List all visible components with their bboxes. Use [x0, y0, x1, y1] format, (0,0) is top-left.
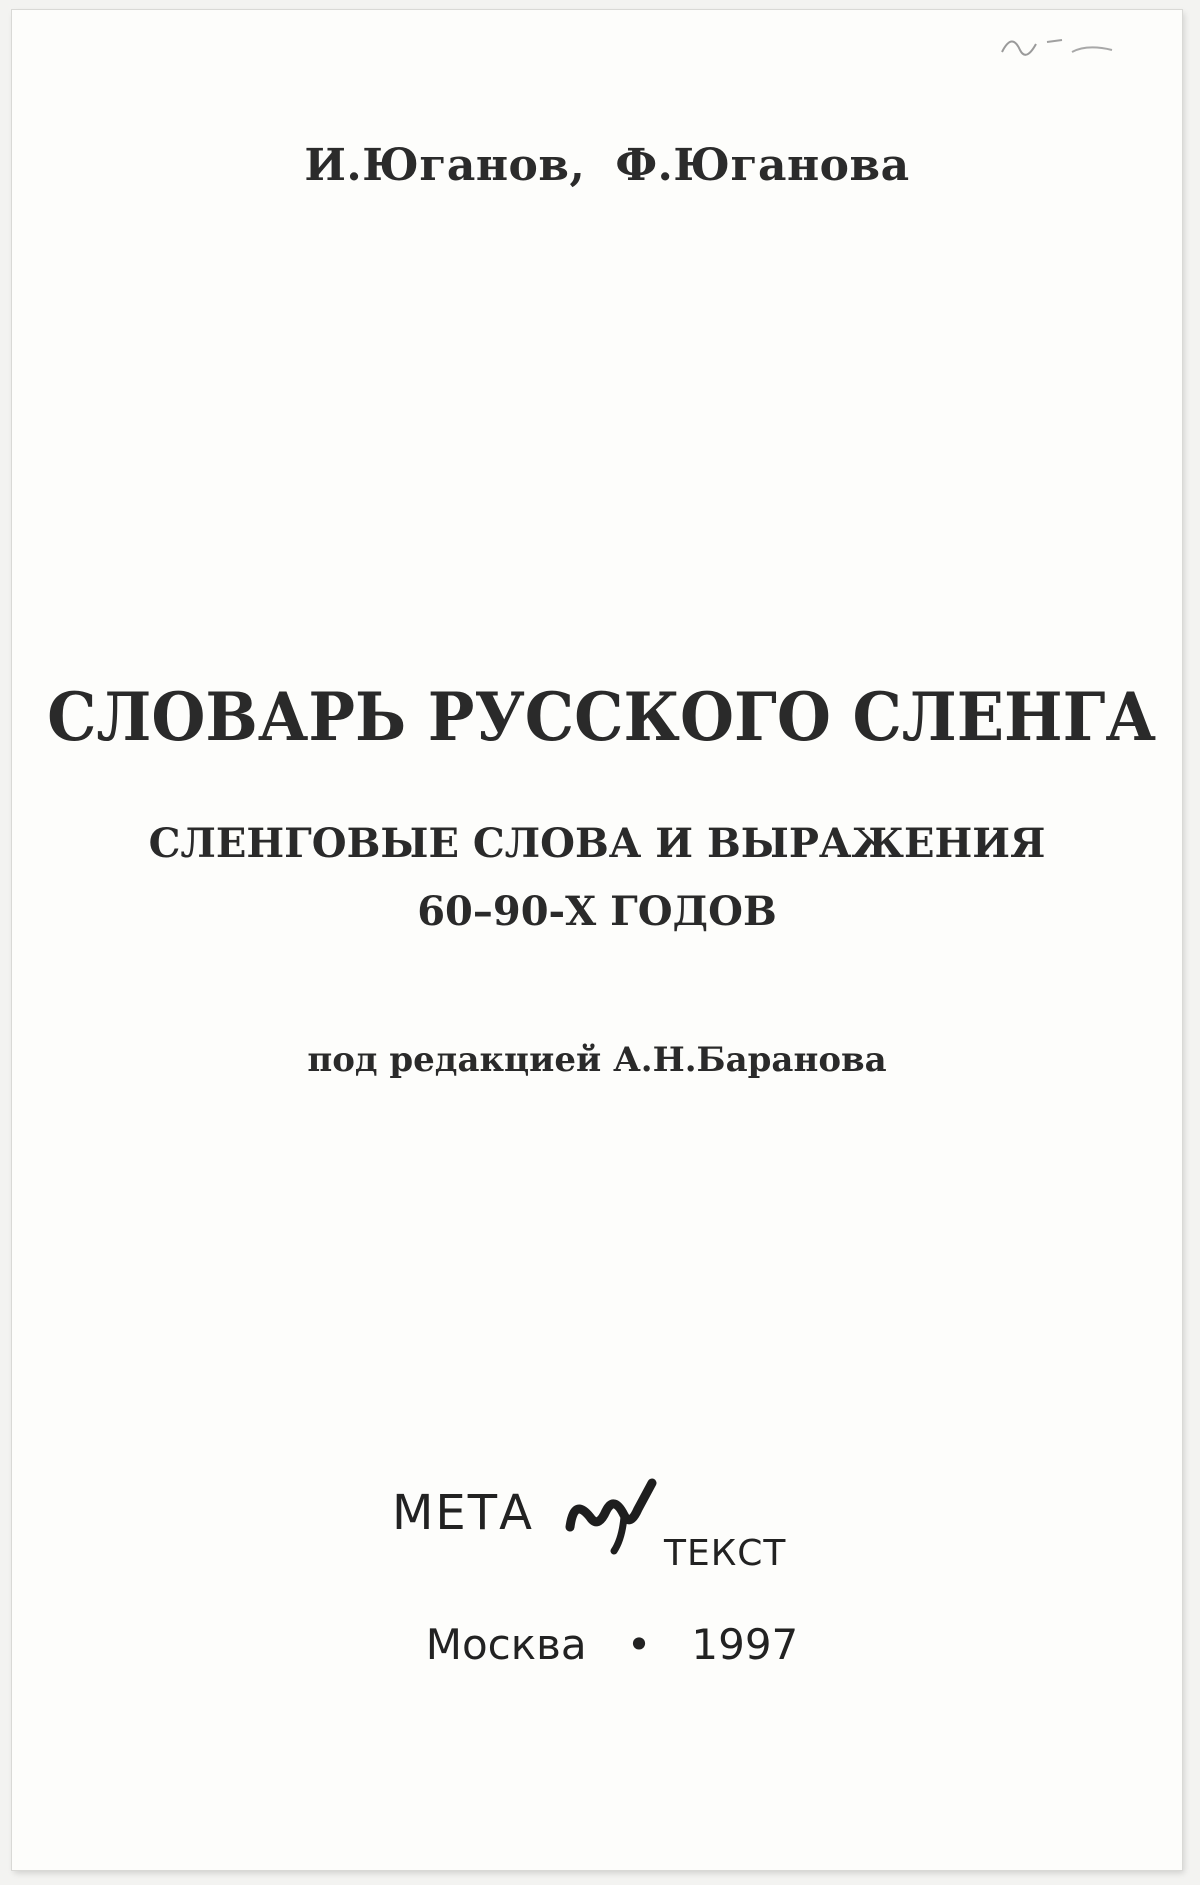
publication-year: 1997 — [691, 1620, 799, 1669]
publisher-logo-icon — [562, 1477, 672, 1557]
publisher-name-part2: ТЕКСТ — [664, 1533, 787, 1574]
imprint-line — [12, 1620, 1182, 1669]
author-first: И.Юганов, — [304, 140, 586, 191]
publisher-name-part1: МЕТА — [392, 1485, 534, 1541]
author-second: Ф.Юганова — [615, 140, 910, 191]
imprint-separator: • — [626, 1620, 652, 1669]
subtitle-line-2: 60–90-Х ГОДОВ — [417, 888, 777, 935]
title-page — [12, 10, 1182, 1870]
subtitle-line-1: СЛЕНГОВЫЕ СЛОВА И ВЫРАЖЕНИЯ — [148, 820, 1046, 867]
authors-line — [12, 140, 1182, 191]
book-title: СЛОВАРЬ РУССКОГО СЛЕНГА — [47, 678, 1157, 756]
editor-line: под редакцией А.Н.Баранова — [307, 1040, 887, 1080]
publisher-logo-block — [392, 1485, 812, 1625]
pencil-mark-icon — [992, 22, 1122, 72]
publisher-city: Москва — [425, 1620, 587, 1669]
